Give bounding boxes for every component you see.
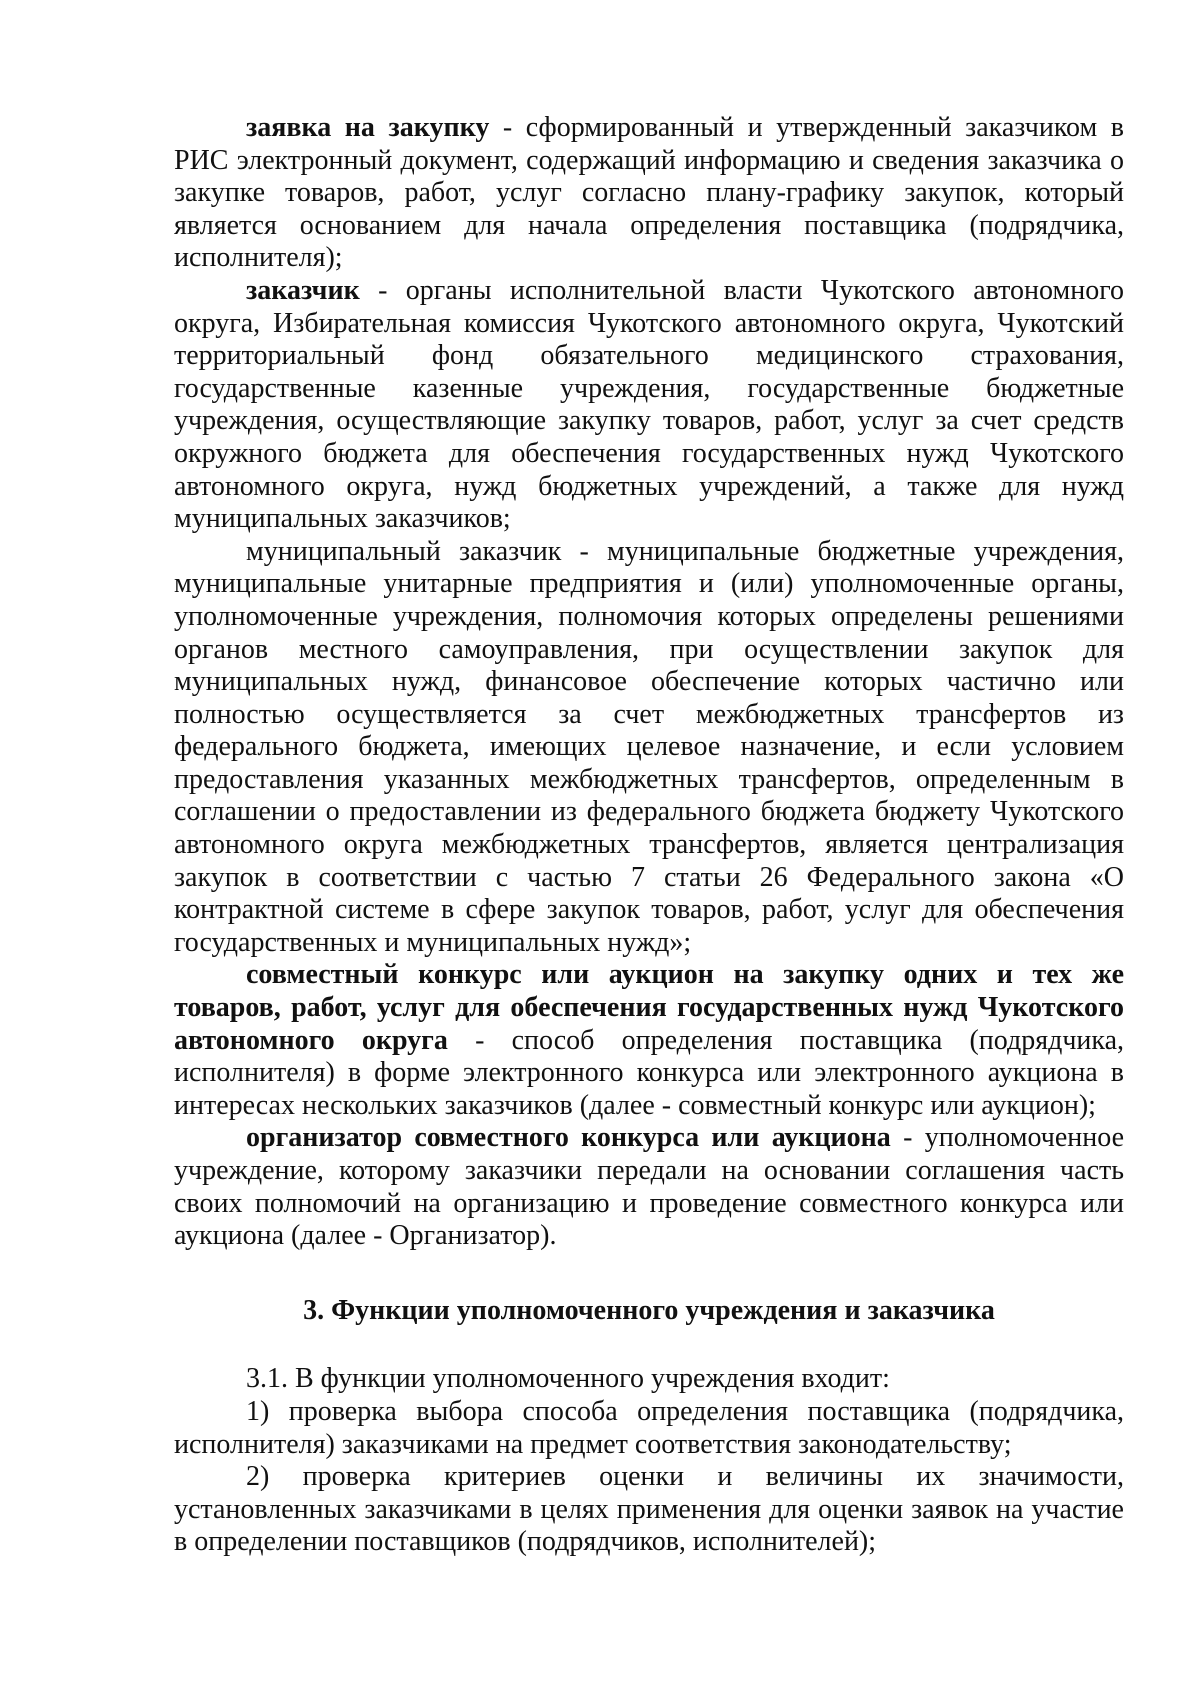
definition-text: - органы исполнительной власти Чукотского автономного округа, Избирательная комиссия Чукотского автономного округа, Чукотский территориальный фонд обязательного медицинского страхования, государственные казенные учреждения, государственные бюджетные учреждения, осуществляющие закупку товаров, работ, услуг за счет средств окружного бюджета для обеспечения государственных нужд Чукотского автономного округа, нужд бюджетных учреждений, а также для нужд муниципальных заказчиков;: [174, 274, 1124, 535]
term-joint-tender: совместный конкурс или аукцион на закупку одних и тех же товаров, работ, услуг для обеспечения государственных нужд Чукотского автономного округа: [174, 959, 1124, 1056]
definition-joint-tender: [174, 959, 1124, 1122]
definition-request-for-purchase: [174, 112, 1124, 275]
section-item: 3.1. В функции уполномоченного учреждения входит:: [246, 1363, 890, 1395]
definition-organizer: [174, 1122, 1124, 1252]
term-organizer: организатор совместного конкурса или аукциона: [246, 1122, 891, 1154]
term-customer: заказчик: [246, 274, 360, 306]
definition-text: муниципальный заказчик - муниципальные бюджетные учреждения, муниципальные унитарные предприятия и (или) уполномоченные органы, уполномоченные учреждения, полномочия которых определены решениями органов местного самоуправления, при осуществлении закупок для муниципальных нужд, финансовое обеспечение которых частично или полностью осуществляется за счет межбюджетных трансфертов из федерального бюджета, имеющих целевое назначение, и если условием предоставления указанных межбюджетных трансфертов, определенным в соглашении о предоставлении из федерального бюджета бюджету Чукотского автономного округа межбюджетных трансфертов, является централизация закупок в соответствии с частью 7 статьи 26 Федерального закона «О контрактной системе в сфере закупок товаров, работ, услуг для обеспечения государственных и муниципальных нужд»;: [174, 535, 1124, 958]
term-request-for-purchase: заявка на закупку: [246, 112, 490, 143]
section-item: 1) проверка выбора способа определения поставщика (подрядчика, исполнителя) заказчиками на предмет соответствия законодательству;: [174, 1395, 1124, 1460]
definition-municipal-customer: [174, 536, 1124, 960]
section-heading: 3. Функции уполномоченного учреждения и заказчика: [303, 1294, 995, 1326]
document-page: [174, 112, 1124, 1559]
section-item: 2) проверка критериев оценки и величины их значимости, установленных заказчиками в целях применения для оценки заявок на участие в определении поставщиков (подрядчиков, исполнителей);: [174, 1461, 1124, 1558]
definition-customer: [174, 275, 1124, 536]
definition-text: - сформированный и утвержденный заказчиком в РИС электронный документ, содержащий информацию и сведения заказчика о закупке товаров, работ, услуг согласно плану-графику закупок, который является основанием для начала определения поставщика (подрядчика, исполнителя);: [174, 112, 1124, 274]
definition-text: - способ определения поставщика (подрядчика, исполнителя) в форме электронного конкурса или электронного аукциона в интересах нескольких заказчиков (далее - совместный конкурс или аукцион);: [174, 1024, 1125, 1121]
definition-text: - уполномоченное учреждение, которому заказчики передали на основании соглашения часть своих полномочий на организацию и проведение совместного конкурса или аукциона (далее - Организатор).: [174, 1122, 1124, 1252]
